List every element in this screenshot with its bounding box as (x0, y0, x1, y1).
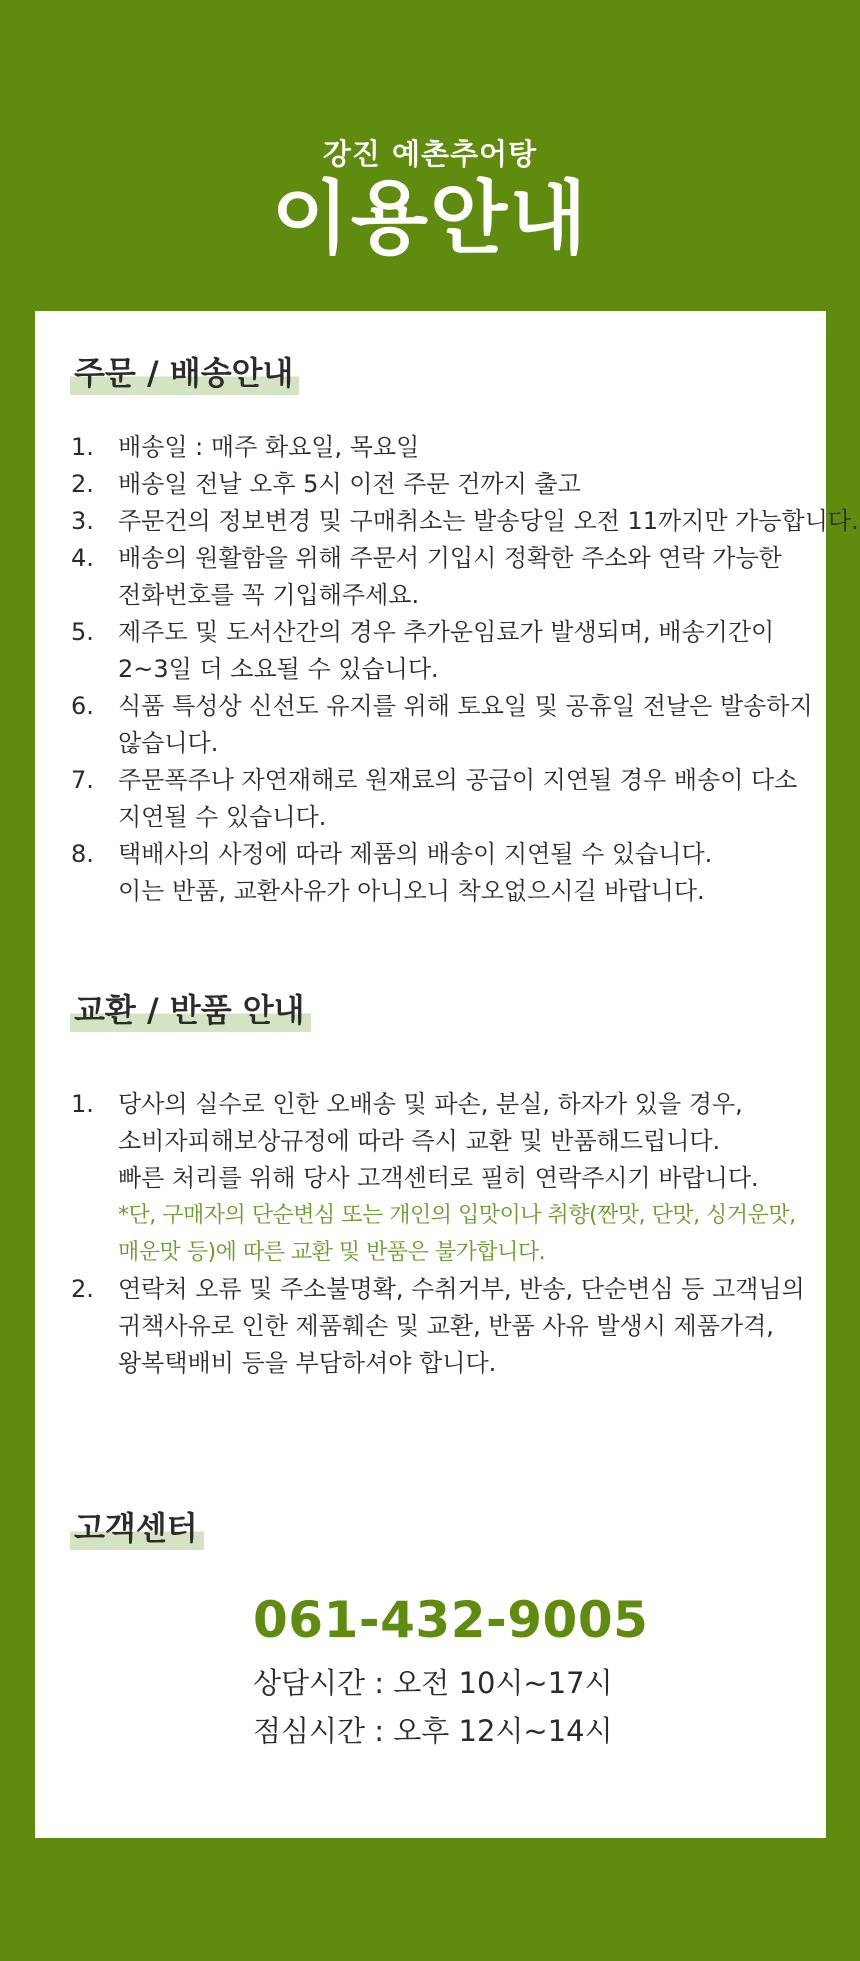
list-item-line: 택배사의 사정에 따라 제품의 배송이 지연될 수 있습니다. (118, 840, 713, 868)
list-item (71, 540, 811, 614)
list-item-number: 1. (71, 433, 94, 461)
list-item (71, 762, 811, 836)
list-item (71, 429, 811, 466)
list-item-line: 제주도 및 도서산간의 경우 추가운임료가 발생되며, 배송기간이 (118, 618, 775, 646)
list-item-number: 7. (71, 766, 94, 794)
support-phone-number[interactable]: 061-432-9005 (253, 1591, 649, 1649)
list-item-line: 배송일 : 매주 화요일, 목요일 (118, 433, 420, 461)
list-item (71, 503, 859, 540)
list-item-note: *단, 구매자의 단순변심 또는 개인의 입맛이나 취향(짠맛, 단맛, 싱거운맛, (118, 1203, 796, 1228)
list-item-line: 2~3일 더 소요될 수 있습니다. (118, 655, 439, 683)
list-item (71, 836, 811, 910)
list-item-text (118, 1271, 811, 1382)
consult-hours: 상담시간 : 오전 10시~17시 (253, 1666, 613, 1700)
page-title: 이용안내 (271, 171, 589, 265)
list-item-text (118, 540, 811, 614)
list-item-line: 빠른 처리를 위해 당사 고객센터로 필히 연락주시기 바랍니다. (118, 1164, 759, 1192)
page-header (0, 0, 860, 311)
list-item-number: 1. (71, 1090, 94, 1118)
list-item-line: 주문건의 정보변경 및 구매취소는 발송당일 오전 11까지만 가능합니다. (118, 507, 859, 535)
list-item-line: 배송일 전날 오후 5시 이전 주문 건까지 출고 (118, 470, 581, 498)
list-item-line: 왕복택배비 등을 부담하셔야 합니다. (118, 1349, 497, 1377)
list-item-number: 3. (71, 507, 94, 535)
list-item-line: 주문폭주나 자연재해로 원재료의 공급이 지연될 경우 배송이 다소 (118, 766, 798, 794)
list-item-line: 배송의 원활함을 위해 주문서 기입시 정확한 주소와 연락 가능한 (118, 544, 782, 572)
list-item-text (118, 1086, 811, 1271)
list-item-number: 4. (71, 544, 94, 572)
list-item-text (118, 429, 811, 466)
list-item (71, 1086, 811, 1271)
list-item-line: 소비자피해보상규정에 따라 즉시 교환 및 반품해드립니다. (118, 1127, 721, 1155)
list-item-line: 당사의 실수로 인한 오배송 및 파손, 분실, 하자가 있을 경우, (118, 1090, 743, 1118)
list-item-text (118, 614, 811, 688)
list-item-number: 2. (71, 1275, 94, 1303)
exchange-list (71, 1086, 811, 1382)
list-item-number: 6. (71, 692, 94, 720)
list-item-text (118, 466, 811, 503)
list-item-line: 전화번호를 꼭 기입해주세요. (118, 581, 420, 609)
list-item (71, 466, 811, 503)
list-item-number: 5. (71, 618, 94, 646)
list-item (71, 1271, 811, 1382)
list-item-line: 귀책사유로 인한 제품훼손 및 교환, 반품 사유 발생시 제품가격, (118, 1312, 774, 1340)
list-item (71, 688, 811, 762)
list-item-text (118, 503, 859, 540)
list-item-line: 연락처 오류 및 주소불명확, 수취거부, 반송, 단순변심 등 고객님의 (118, 1275, 805, 1303)
list-item-text (118, 762, 811, 836)
store-name: 강진 예촌추어탕 (322, 137, 538, 171)
info-card (35, 311, 859, 1838)
shipping-section-title: 주문 / 배송안내 (70, 351, 299, 395)
list-item-note: 매운맛 등)에 따른 교환 및 반품은 불가합니다. (118, 1240, 546, 1265)
shipping-list (71, 429, 859, 910)
list-item-text (118, 688, 813, 762)
list-item-number: 2. (71, 470, 94, 498)
lunch-hours: 점심시간 : 오후 12시~14시 (253, 1714, 613, 1748)
list-item-line: 이는 반품, 교환사유가 아니오니 착오없으시길 바랍니다. (118, 877, 705, 905)
support-section-title: 고객센터 (70, 1506, 204, 1550)
list-item-number: 8. (71, 840, 94, 868)
exchange-section-title: 교환 / 반품 안내 (70, 988, 311, 1032)
list-item-line: 지연될 수 있습니다. (118, 803, 327, 831)
list-item (71, 614, 811, 688)
list-item-text (118, 836, 811, 910)
list-item-line: 식품 특성상 신선도 유지를 위해 토요일 및 공휴일 전날은 발송하지 (118, 692, 813, 720)
list-item-line: 않습니다. (118, 729, 219, 757)
